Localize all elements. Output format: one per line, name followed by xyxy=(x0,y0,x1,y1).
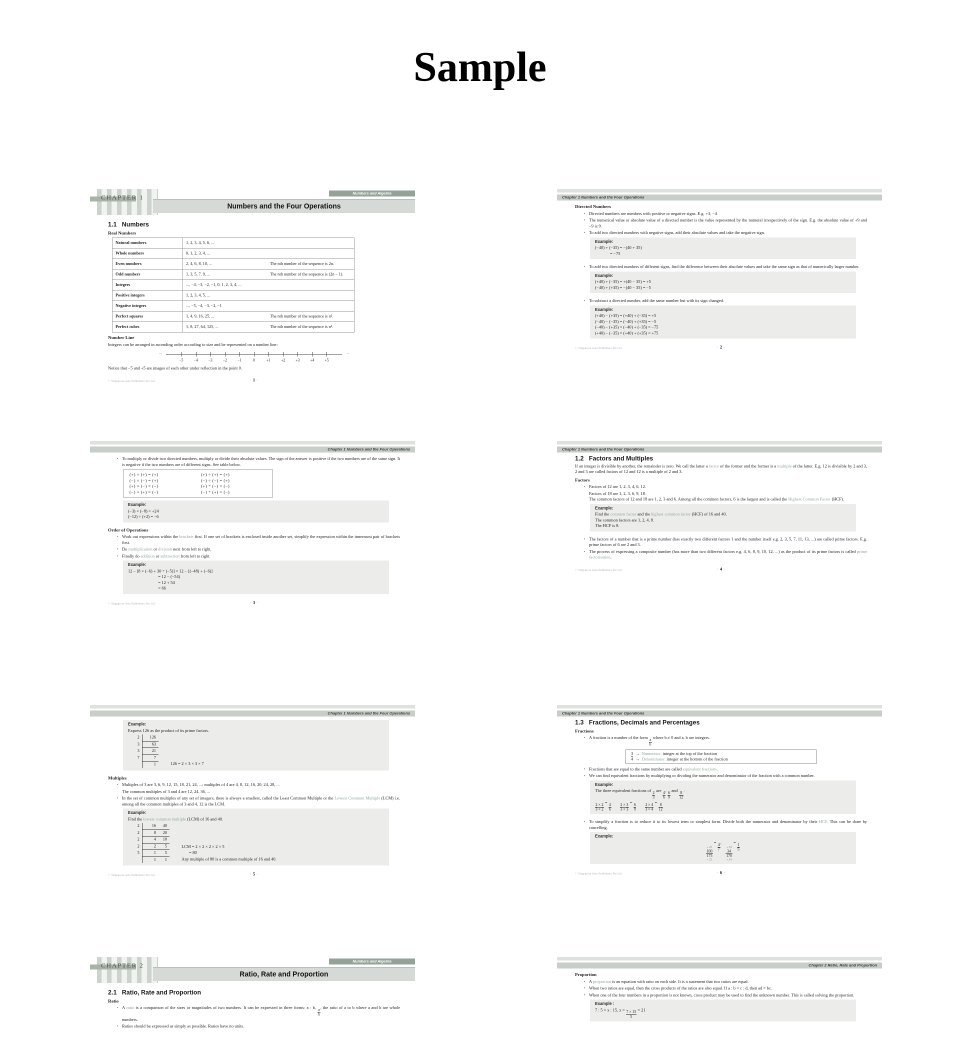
paragraph: If an integer is divisible by another, the remainder is zero. We call the latter a factor of the former and the former is a multiple of the latter. E.g. 12 is divisible by 2 and 3, 2 and 3 are called factors of 12 and 12 is a multiple of 2 and 3. xyxy=(575,463,867,474)
page-content xyxy=(557,952,882,1022)
example-box xyxy=(590,237,856,259)
running-head-text: Chapter 1 Numbers and the Four Operations xyxy=(557,711,882,717)
page-content xyxy=(557,436,882,572)
fraction: $\frac{34}{170}$ xyxy=(726,848,732,859)
example-line: Find the lowest common multiple (LCM) of 16 and 40. xyxy=(128,816,224,822)
fraction: $\frac{2 \times 4}{3 \times 4}$ xyxy=(645,802,654,812)
fraction: $\frac{1}{5}$ xyxy=(737,842,740,852)
example-line: = 66 xyxy=(128,585,166,591)
example-line: (−3) × (−8) = +24 xyxy=(128,508,159,514)
footer-ornament: ◦ xyxy=(257,378,259,382)
bullet-icon: • xyxy=(583,230,586,235)
page-thumbnail-7 xyxy=(90,952,415,1044)
page-number: 3 xyxy=(253,600,255,605)
bullet-icon: • xyxy=(583,979,586,984)
page-thumbnail-8 xyxy=(557,952,882,1044)
bullet-item: • Factors of 12 are 1, 2, 3, 4, 6, 12. xyxy=(580,484,867,490)
bullet-item: • When two ratios are equal, then the cross products of the ratios are also equal. If a : b = c : d, then ad = bc. xyxy=(580,986,867,992)
bullet-icon: • xyxy=(583,766,586,771)
fraction: $\frac{2 \times 3}{3 \times 3}$ xyxy=(620,802,629,812)
table-row: Integers ..., −4, −3, −2, −1, 0, 1, 2, 3, 4, ... xyxy=(112,280,354,291)
page-footer xyxy=(108,377,400,383)
bullet-item: • Directed numbers are numbers with positive or negative signs. E.g. +3, −4. xyxy=(580,211,867,217)
example-label: Example: xyxy=(595,782,614,787)
footer-ornament: ◦ xyxy=(716,345,718,349)
example-line: The HCF is 8. xyxy=(595,523,620,528)
bullet-item: • We can find equivalent fractions by multiplying or dividing the numerator and denominator of the fraction with a common number. xyxy=(580,773,867,779)
example-label: Example: xyxy=(128,502,147,507)
section-heading: 1.2 Factors and Multiples xyxy=(575,455,654,462)
running-head xyxy=(90,441,415,453)
running-head-strip xyxy=(90,705,415,709)
section-heading: 2.1 Ratio, Rate and Proportion xyxy=(108,989,202,996)
example-line: $\frac{2 \times 2}{3 \times 2}$ = $\frac{4}{6}$ $\frac{2 \times 3}{3 \times 3}$ = $\frac{6}{9}$ $\frac{2 \times 4}{3 \times 4}$ = $\frac{8}{12}$ xyxy=(595,799,663,812)
bullet-icon: • xyxy=(583,549,586,554)
bullet-item: • The numerical value or absolute value of a directed number is the value represented by the numeral irrespectively of the sign. E.g. the absolute value of +9 and −9 is 9. xyxy=(580,218,867,230)
bullet-icon: • xyxy=(583,986,586,990)
table-row: Even numbers 2, 4, 6, 8, 10, ... The nth number of the sequence is 2n. xyxy=(112,259,354,270)
example-label: Example: xyxy=(595,273,614,278)
running-head-strip xyxy=(557,441,882,445)
example-line: = −75 xyxy=(595,250,621,256)
bullet-item: • When one of the four numbers in a proportion is not known, cross product may be used to find the unknown number. This is called solving the proportion. xyxy=(580,992,867,998)
running-head-strip xyxy=(557,705,882,709)
page-thumbnail-2 xyxy=(557,184,882,396)
continuation-line: The common multiples of 3 and 4 are 12, 24, 36, ... xyxy=(122,788,211,794)
page-footer xyxy=(108,600,400,606)
bullet-item: • A ratio is a comparison of the sizes or magnitudes of two numbers. It can be expressed in three forms: a : b, $\frac{a}{b}$ , the ratio of a to b where a and b are whole numbers. xyxy=(113,1005,400,1023)
bullet-item: • To add two directed numbers with negative signs, add their absolute values and take the negative sign. xyxy=(580,230,867,236)
bullet-icon: • xyxy=(116,782,119,787)
bullet-icon: • xyxy=(116,1024,119,1029)
bullet-item: • The factors of a number that is a prime number (has exactly two different factors 1 and the number itself e.g. 2, 3, 5, 7, 11, 13, ...) are called prime factors. E.g. prime factors of 6 are 2 and 3. xyxy=(580,536,867,548)
page-number: 6 xyxy=(720,870,722,876)
copyright: © Singapore Asia Publishers Pte Ltd xyxy=(108,601,155,606)
page-content xyxy=(90,436,415,606)
page-footer xyxy=(108,872,400,878)
chapter-title: Numbers and the Four Operations xyxy=(153,199,415,213)
example-line: (−40) − (+35) = (−40) + (−35) = −75 xyxy=(595,324,659,330)
bullet-icon: • xyxy=(116,534,119,539)
example-line: The three equivalent fractions of $\frac{2}{3}$ are $\frac{4}{6}$ , $\frac{6}{9}$ and $\frac{8}{12}$ . xyxy=(595,788,685,800)
chapter-header xyxy=(90,189,415,218)
bullet-icon: • xyxy=(116,456,119,461)
example-label: Example: xyxy=(595,834,614,839)
copyright: © Singapore Asia Publishers Pte Ltd xyxy=(108,379,155,383)
page-thumbnail-3 xyxy=(90,436,415,654)
example-line: (+40) − (−35) = (+40) + (+35) = +75 xyxy=(595,330,659,336)
number-line-ellipsis: ... xyxy=(159,350,162,355)
page-thumbnail-5 xyxy=(90,700,415,922)
page-number: 1 xyxy=(253,377,255,383)
example-line: (−12) ÷ (+2) = −6 xyxy=(128,514,159,519)
sub-heading: Order of Operations xyxy=(108,527,149,533)
copyright: © Singapore Asia Publishers Pte Ltd xyxy=(575,568,622,572)
chapter-label: CHAPTER 2 xyxy=(101,961,144,969)
bullet-item: • Fractions that are equal to the same number are called equivalent fractions. xyxy=(580,766,867,772)
fraction-terms-box: 3 → Numerator: integer at the top of the fraction 4 → Denominator: integer at the bottom of the fraction xyxy=(626,749,817,764)
copyright: © Singapore Asia Publishers Pte Ltd xyxy=(108,873,155,877)
pages-grid xyxy=(0,44,960,1044)
page-number: 4 xyxy=(720,566,722,572)
chapter-header xyxy=(90,957,415,986)
section-heading: 1.3 Fractions, Decimals and Percentages xyxy=(575,719,700,726)
bullet-item: • To add two directed numbers of different signs, find the difference between their absolute values and take the same sign as that of numerically larger number. xyxy=(580,264,867,270)
footer-ornament: ◦ xyxy=(724,871,726,875)
example-line: Express 126 as the product of its prime factors. xyxy=(128,727,210,733)
bullet-item: • To subtract a directed number, add the same number but with its sign changed. xyxy=(580,298,867,304)
ladder-note: LCM = 2 × 2 × 2 × 2 × 5 = 80 Any multiple of 80 is a common multiple of 16 and 40. xyxy=(181,843,277,862)
fraction: $\frac{4}{7}$ xyxy=(717,842,720,852)
bullet-item: • A proportion is an equation with ratio on each side. It is a statement that two ratios are equal. xyxy=(580,979,867,985)
continuation-line: The common factors of 12 and 18 are 1, 2, 3 and 6. Among all the common factors, 6 is the largest and is called the Highest Common Factor (HCF). xyxy=(589,496,845,502)
bullet-item: • A fraction is a number of the form $\frac{a}{b}$ where b ≠ 0 and a, b are integers. xyxy=(580,735,867,747)
example-line: = 12 − (−54) xyxy=(128,574,181,579)
example-box xyxy=(590,832,856,864)
example-box xyxy=(590,780,856,814)
page-thumbnail-4 xyxy=(557,436,882,654)
division-ladder: 2 16 40 2 8 20 2 4 10 2 2 5 5 1 5 1 1 LCM = 2 × 2 × 2 × 2 × 5 = 80 Any multiple of 80 is a common multiple of 16 and 40. xyxy=(131,823,384,863)
example-line: 12 − [8 × (−6) + 30 ÷ (−5)] = 12 − [(−48) + (−6)] xyxy=(128,568,213,574)
bullet-icon: • xyxy=(583,819,586,824)
bullet-item: • Do multiplication or division next from left to right. xyxy=(113,547,400,553)
fraction: $\frac{8}{12}$ xyxy=(658,802,663,812)
example-label: Example : xyxy=(595,1001,615,1006)
bullet-icon: • xyxy=(583,536,586,541)
example-label: Example: xyxy=(128,562,147,567)
fraction: $\frac{100}{175}$ xyxy=(706,848,713,859)
strand-tag: Numbers and Algebra xyxy=(329,191,415,197)
bullet-icon: • xyxy=(583,264,586,269)
paragraph: Integers can be arranged in ascending order according to size and be represented on a number line: xyxy=(108,341,278,347)
page-thumbnail-6 xyxy=(557,700,882,922)
example-line: (−40) − (−35) = (−40) + (+35) = −5 xyxy=(595,318,657,324)
running-head-text: Chapter 2 Ratio, Rate and Proportion xyxy=(557,963,882,969)
example-box xyxy=(123,809,389,866)
example-label: Example: xyxy=(128,810,147,815)
sub-heading: Ratio xyxy=(108,998,119,1004)
running-head xyxy=(90,705,415,717)
bullet-item: • To simplify a fraction is to reduce it to its lowest term or simplest form. Divide both the numerator and denominator by their HCF. This can be done by cancelling. xyxy=(580,819,867,831)
table-row: Positive integers 1, 2, 3, 4, 5, ... xyxy=(112,290,354,301)
page-footer xyxy=(575,870,867,876)
section-heading: 1.1 Numbers xyxy=(108,221,149,228)
sub-heading: Number Line xyxy=(108,335,135,340)
running-head-strip xyxy=(557,957,882,961)
example-line: The common factors are 1, 2, 4, 8. xyxy=(595,517,655,523)
sub-heading: Directed Numbers xyxy=(575,204,612,209)
fraction: $\frac{2}{3}$ xyxy=(652,790,655,800)
bullet-icon: • xyxy=(116,796,119,800)
running-head-strip xyxy=(90,441,415,445)
annotated-fraction: ÷ 25 $\frac{100}{175}$ ÷ 25 xyxy=(706,846,713,862)
document-title: Sample xyxy=(413,45,547,91)
footer-ornament: ◦ xyxy=(257,600,259,605)
number-line: −5 −4 −3 −2 −1 0 +1 +2 +3 +4 +5 ... ... xyxy=(159,350,349,363)
example-line: (−40) + (−35) = −(40 + 35) xyxy=(595,245,642,250)
footer-ornament: ◦ xyxy=(716,871,718,875)
example-box xyxy=(590,504,856,532)
bullet-item: • Work out expressions within the brackets first. If one set of brackets is enclosed inside another set, simplify the expression within the innermost pair of brackets first. xyxy=(113,534,400,546)
bullet-icon: • xyxy=(583,484,586,489)
chapter-title: Ratio, Rate and Proportion xyxy=(153,967,415,981)
page-thumbnail-1 xyxy=(90,184,415,396)
sub-heading: Fractions xyxy=(575,728,594,734)
example-line: ÷ 25 $\frac{100}{175}$ ÷ 25 = $\frac{4}{7}$ , ÷ 34 $\frac{34}{170}$ ÷ 34 = $\frac{1}{5}$ xyxy=(706,839,740,862)
strand-tag: Numbers and Algebra xyxy=(329,959,415,965)
running-head-text: Chapter 1 Numbers and the Four Operations xyxy=(557,195,882,201)
running-head-text: Chapter 1 Numbers and the Four Operations xyxy=(90,447,415,453)
bullet-icon: • xyxy=(583,992,586,997)
page-content xyxy=(90,184,415,383)
running-head xyxy=(557,705,882,717)
example-line: (+40) + (−35) = +(40 − 35) = +5 xyxy=(595,279,651,284)
running-head xyxy=(557,441,882,453)
example-line: = 12 + 54 xyxy=(128,579,175,585)
example-line: (+40) − (+35) = (+40) + (−35) = +5 xyxy=(595,313,657,318)
copyright: © Singapore Asia Publishers Pte Ltd xyxy=(575,872,622,876)
footer-ornament: ◦ xyxy=(724,345,726,349)
bullet-item: • The process of expressing a composite number (has more than two different factors e.g. 4, 6, 8, 9, 10, 12, ...) as the product of its prime factors is called prime factorisation. xyxy=(580,549,867,561)
example-box xyxy=(590,305,856,338)
chapter-label: CHAPTER 1 xyxy=(101,193,144,201)
running-head-text: Chapter 1 Numbers and the Four Operations xyxy=(90,711,415,717)
table-row: Negative integers ..., −5, −4, −3, −2, −1 xyxy=(112,301,354,312)
running-head-text: Chapter 1 Numbers and the Four Operations xyxy=(557,447,882,453)
running-head xyxy=(557,189,882,201)
example-box xyxy=(123,561,389,594)
fraction: $\frac{4}{6}$ xyxy=(662,790,665,800)
sub-heading: Factors xyxy=(575,477,590,483)
number-line-ellipsis: ... xyxy=(346,350,349,355)
fraction: $\frac{8}{12}$ xyxy=(679,790,684,800)
bullet-icon: • xyxy=(583,211,586,216)
bullet-item: • Finally do addition or subtraction from left to right. xyxy=(113,553,400,559)
page-content xyxy=(90,700,415,878)
copyright: © Singapore Asia Publishers Pte Ltd xyxy=(575,346,622,350)
bullet-icon: • xyxy=(583,298,586,303)
fraction: $\frac{6}{9}$ xyxy=(667,790,670,800)
page-content xyxy=(557,700,882,876)
table-row: Perfect squares 1, 4, 9, 16, 25, ... The nth number of the sequence is n². xyxy=(112,311,354,322)
page-footer xyxy=(575,566,867,572)
division-ladder: 2 126 3 63 3 21 7 7 1 126 = 2 × 3 × 3 × 7 xyxy=(131,735,384,768)
fraction: $\frac{7 \times 15}{5}$ xyxy=(626,1009,637,1019)
bullet-icon: • xyxy=(116,1005,119,1010)
bullet-item: • In the set of common multiples of any set of integers, there is always a smallest, called the Least Common Multiple or the Lowest Common Multiple (LCM) i.e. among all the common multiples of 3 and 4, 12 is the LCM. xyxy=(113,796,400,808)
real-numbers-table xyxy=(112,238,355,333)
page-number: 5 xyxy=(253,872,255,877)
example-line: 7 : 5 = x : 15, x = $\frac{7 \times 15}{5}$ = 21 xyxy=(595,1007,646,1019)
fraction: $\frac{4}{6}$ xyxy=(608,802,611,812)
example-label: Example: xyxy=(595,505,614,511)
bullet-icon: • xyxy=(583,773,586,778)
running-head xyxy=(557,957,882,969)
paragraph: Notice that −5 and +5 are images of each other under reflection in the point 0. xyxy=(108,365,242,371)
table-row: Odd numbers 1, 3, 5, 7, 9, ... The nth number of the sequence is (2n − 1). xyxy=(112,269,354,280)
bullet-icon: • xyxy=(116,547,119,551)
table-row: Whole numbers 0, 1, 2, 3, 4, ... xyxy=(112,248,354,259)
bullet-icon: • xyxy=(583,735,586,740)
footer-ornament: ◦ xyxy=(724,567,726,571)
annotated-fraction: ÷ 34 $\frac{34}{170}$ ÷ 34 xyxy=(726,846,732,862)
table-row: Perfect cubes 1, 8, 27, 64, 125, ... The nth number of the sequence is n³. xyxy=(112,322,354,333)
ladder-result: 126 = 2 × 3 × 3 × 7 xyxy=(170,761,204,766)
table-row: Natural numbers 1, 2, 3, 4, 5, 6, ... xyxy=(112,238,354,249)
sub-heading: Multiples xyxy=(108,775,127,781)
bullet-item: • Multiples of 3 are 3, 6, 9, 12, 15, 18, 21, 24, ...; multiples of 4 are 4, 8, 12, 16, 20, 24, 28, ... xyxy=(113,782,400,788)
bullet-icon: • xyxy=(116,553,119,558)
footer-ornament: ◦ xyxy=(257,872,259,876)
sub-heading: Proportion xyxy=(575,972,597,977)
bullet-item: • To multiply or divide two directed numbers, multiply or divide their absolute values. The sign of the answer is positive if the two numbers are of the same sign. It is negative if the two numbers are of different signs. See table below. xyxy=(113,456,400,468)
example-label: Example: xyxy=(595,239,614,244)
sign-rules-table: (+) × (+) = (+) (+) ÷ (+) = (+) (−) × (−) = (+) (−) ÷ (−) = (+) (+) × (−) = (−) (+) ÷ (−) = (−) (−) × (+) = (−) (−) ÷ (+) = (−) xyxy=(123,470,273,498)
footer-ornament: ◦ xyxy=(716,567,718,571)
running-head-strip xyxy=(557,189,882,193)
example-box xyxy=(123,501,389,523)
page-content xyxy=(90,952,415,1029)
example-label: Example: xyxy=(128,722,147,727)
example-box xyxy=(590,1000,856,1022)
footer-ornament: ◦ xyxy=(249,600,251,605)
fraction: $\frac{2 \times 2}{3 \times 2}$ xyxy=(595,802,604,812)
example-box xyxy=(590,271,856,293)
example-box xyxy=(123,720,389,770)
example-label: Example: xyxy=(595,307,614,312)
continuation-line: Factors of 18 are 1, 2, 3, 6, 9, 18. xyxy=(589,490,646,496)
fraction: $\frac{6}{9}$ xyxy=(633,802,636,812)
example-line: (−40) + (+35) = −(40 − 35) = −5 xyxy=(595,284,651,290)
bullet-icon: • xyxy=(583,218,586,222)
footer-ornament: ◦ xyxy=(249,872,251,876)
bullet-item: • Ratios should be expressed as simply as possible. Ratios have no units. xyxy=(113,1024,400,1030)
page-footer xyxy=(575,345,867,351)
fraction: $\frac{a}{b}$ xyxy=(317,1007,320,1017)
page-number: 2 xyxy=(720,345,722,350)
page-content xyxy=(557,184,882,351)
fraction: $\frac{a}{b}$ xyxy=(649,737,652,747)
sub-heading: Real Numbers xyxy=(108,230,137,236)
footer-ornament: ◦ xyxy=(249,378,251,382)
example-line: Find the common factor and the highest common factor (HCF) of 16 and 40. xyxy=(595,511,727,517)
